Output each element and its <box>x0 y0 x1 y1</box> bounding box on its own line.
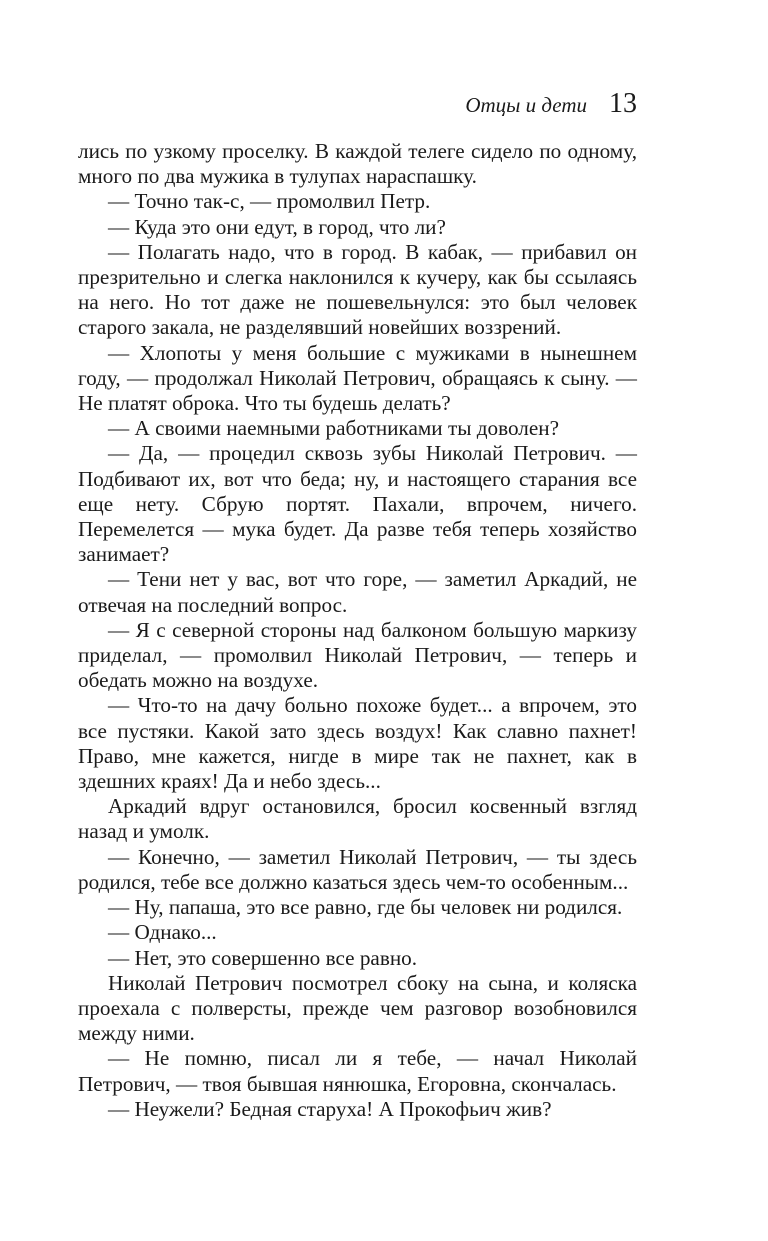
paragraph: — Нет, это совершенно все равно. <box>108 945 418 970</box>
paragraph: — Неужели? Бедная старуха! А Прокофьич жив? <box>108 1096 552 1121</box>
paragraph: — Хлопоты у меня большие с мужиками в нынешнем году, — продолжал Николай Петрович, обращаясь к сыну. — Не платят оброка. Что ты будешь делать? <box>78 340 637 416</box>
paragraph: — Однако... <box>108 920 217 945</box>
paragraph: — Тени нет у вас, вот что горе, — заметил Аркадий, не отвечая на последний вопрос. <box>78 567 637 617</box>
paragraph: Николай Петрович посмотрел сбоку на сына, и коляска проехала с полверсты, прежде чем разговор возобновился между ними. <box>78 970 637 1046</box>
page-number: 13 <box>609 88 637 119</box>
body-text <box>78 139 637 1122</box>
paragraph: лись по узкому проселку. В каждой телеге сидело по одному, много по два мужика в тулупах нараспашку. <box>78 139 637 189</box>
paragraph: Аркадий вдруг остановился, бросил косвенный взгляд назад и умолк. <box>78 794 637 844</box>
paragraph: — Что-то на дачу больно похоже будет... а впрочем, это все пустяки. Какой зато здесь воздух! Как славно пахнет! Право, мне кажется, нигде в мире так не пахнет, как в здешних краях! Да и небо здесь... <box>78 693 637 794</box>
paragraph: — Точно так-с, — промолвил Петр. <box>108 189 431 214</box>
paragraph: — Полагать надо, что в город. В кабак, — прибавил он презрительно и слегка наклонился к кучеру, как бы ссылаясь на него. Но тот даже не пошевельнулся: это был человек старого закала, не разделявший новейших воззрений. <box>78 239 637 340</box>
paragraph: — А своими наемными работниками ты доволен? <box>108 416 559 441</box>
paragraph: — Конечно, — заметил Николай Петрович, — ты здесь родился, тебе все должно казаться здесь чем-то особенным... <box>78 844 637 894</box>
paragraph: — Да, — процедил сквозь зубы Николай Петрович. — Подбивают их, вот что беда; ну, и настоящего старания все еще нету. Сбрую портят. Пахали, впрочем, ничего. Перемелется — мука будет. Да разве тебя теперь хозяйство занимает? <box>78 441 637 567</box>
book-title: Отцы и дети <box>465 93 587 117</box>
running-head <box>465 88 637 120</box>
paragraph: — Ну, папаша, это все равно, где бы человек ни родился. <box>108 895 623 920</box>
paragraph: — Куда это они едут, в город, что ли? <box>108 214 446 239</box>
paragraph: — Я с северной стороны над балконом большую маркизу приделал, — промолвил Николай Петрович, — теперь и обедать можно на воздухе. <box>78 617 637 693</box>
paragraph: — Не помню, писал ли я тебе, — начал Николай Петрович, — твоя бывшая нянюшка, Егоровна, скончалась. <box>78 1046 637 1096</box>
